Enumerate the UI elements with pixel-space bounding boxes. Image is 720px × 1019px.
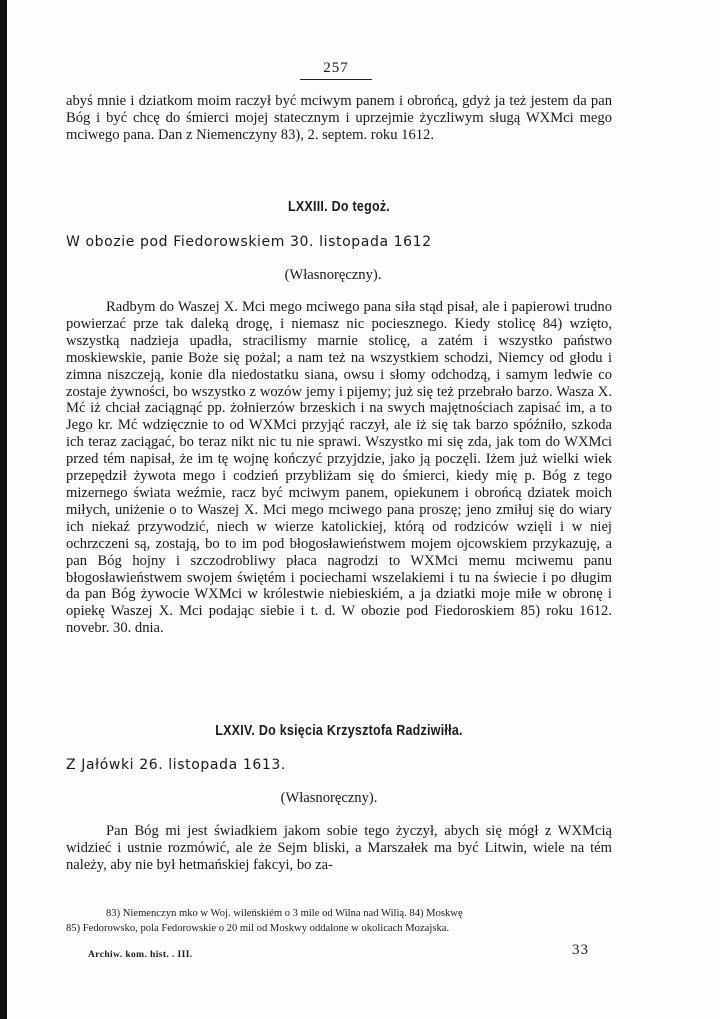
letter-note-lxxiii: (Własnoręczny). [284,267,382,283]
paragraph: Pan Bóg mi jest świadkiem jakom sobie tego życzył, abych się mógł z WXMcią widzieć i ustnie rozmówić, ale że Sejm bliski, a Marszałek ma być Litwin, wiele na tém należy, aby nie był hetmańskiej fakcyi, bo za- [66,823,612,873]
binding-edge [0,0,7,1019]
footnote-85: 85) Fedorowsko, pola Fedorowskie o 20 mil od Moskwy oddalone w okolicach Mozajska. [66,923,450,934]
letter-closing-paragraph [66,93,612,144]
letter-dateline-lxxiii: W obozie pod Fiedorowskiem 30. listopada 1612 [66,234,432,250]
paragraph: abyś mnie i dziatkom moim raczył być mciwym panem i obrońcą, gdyż ja też jestem da pan Bóg i być chcę do śmierci mojej statecznym i uprzejmie życzliwym sługą WXMci mego mciwego pana. Dan z Niemenczyny 83), 2. septem. roku 1612. [66,93,612,143]
paragraph: Radbym do Waszej X. Mci mego mciwego pana siła stąd pisał, ale i papierowi trudno powierzać prze tak daleką drogę, i niemasz nic pociesznego. Kiedy stolicę 84) wzięto, wszystką nadzieja upadła, stracilismy marnie stolicę, a zatém i wszystko państwo moskiewskie, panie Boże się pożal; a nam też na wszystkiem schodzi, Niemcy od głodu i zimna niszczeją, konie dla niedostatku siana, owsu i słomy odchodzą, i samym ledwie co zostaje żywności, bo wszystko z wozów jemy i pijemy; już się też przebrało barzo. Wasza X. Mć iż chciał zaciągnąć pp. żołnierzów brzeskich i na swych majętnościach zapisać im, a to Jego kr. Mć wdzięcznie to od WXMci przyjąć raczył, ale iż się tak barzo spóźniło, szkoda ich teraz zaciągać, bo teraz nikt nic tu nie sprawi. Wszystko mi się zda, jak tom do WXMci przed tém napisał, że im tę wojnę kończyć przyjdzie, jako ją poczęli. Iżem już wielki wiek przepędził żywota mego i codzień przybliżam się do śmierci, kiedy mię p. Bóg z tego mizernego świata weźmie, racz być mciwym panem, opiekunem i obrońcą dziatek moich miłych, uniżenie o to Waszej X. Mci mego mciwego pana proszę; jeno zmiłuj się do wiary ich niekaź przywodzić, niech w wierze katolickiej, którą od rodziców wzięli i w niej ochrzczeni są, zostają, bo to im pod błogosławieństwem mojem ojcowskiem przykazuję, a pan Bóg hojny i szczodrobliwy płaca nagrodzi to WXMci memu mciwemu panu błogosławieństwem swojem świętém i pociechami wszelakiemi i tu na świecie i po długim da pan Bóg żywocie WXMci w królestwie niebieskiém, a ja dziatki moje miłe w obronę i opiekę Waszej X. Mci podając siebie i t. d. W obozie pod Fiedoroskiem 85) roku 1612. novebr. 30. dnia. [66,299,612,637]
printer-signature: Archiw. kom. hist. . III. [88,950,193,960]
sheet-number: 33 [572,942,589,958]
letter-body-lxxiii [66,299,612,637]
letter-heading-lxxiii: LXXIII. Do tegoż. [287,199,391,215]
footnote-83-84: 83) Niemenczyn mko w Woj. wileńskiém o 3 mile od Wilna nad Wilią. 84) Moskwę [106,908,463,919]
page-number: 257 [300,60,372,80]
letter-heading-lxxiv: LXXIV. Do księcia Krzysztofa Radziwiłła. [215,723,463,739]
letter-note-lxxiv: (Własnoręczny). [280,790,378,806]
letter-body-lxxiv [66,823,612,874]
letter-dateline-lxxiv: Z Jałówki 26. listopada 1613. [66,757,286,773]
footnotes [66,906,612,936]
